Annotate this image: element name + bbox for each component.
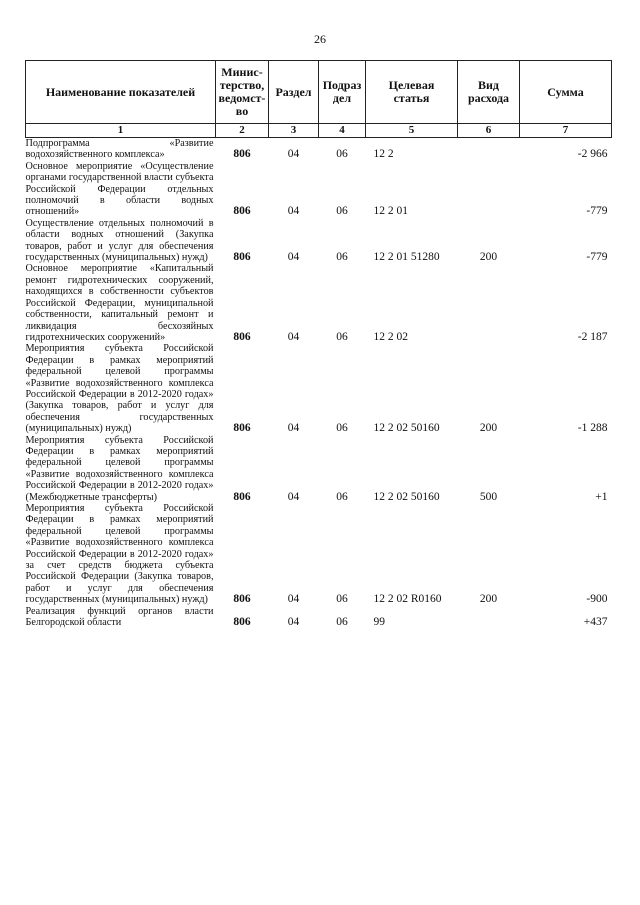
row-kind: 500 <box>479 490 498 503</box>
row-section: 04 <box>287 205 300 218</box>
header-ministry: Минис- терство, ведомст- во <box>216 61 269 124</box>
row-target: 12 2 01 <box>373 205 408 218</box>
row-ministry: 806 <box>233 616 251 629</box>
row-section: 04 <box>287 148 300 161</box>
header-sum: Сумма <box>520 61 612 124</box>
row-subsection: 06 <box>336 205 348 218</box>
row-subsection: 06 <box>336 490 348 503</box>
row-sum: -1 288 <box>577 422 608 435</box>
budget-table <box>25 60 612 628</box>
row-subsection: 06 <box>336 616 348 629</box>
table-row <box>26 435 612 503</box>
row-name: Основное мероприятие «Капитальный ремонт гидротехнических сооружений, находящихся в собственности субъектов Российской Федерации, муниципальной собственности, капитальный ремонт и ликвидация бесхозяйных гидротехнических сооружений» <box>25 263 214 343</box>
header-target: Целевая статья <box>366 61 458 124</box>
row-section: 04 <box>287 616 300 629</box>
row-sum: +1 <box>595 490 608 503</box>
table-row <box>26 606 612 629</box>
row-target: 12 2 02 <box>373 330 408 343</box>
row-ministry: 806 <box>233 330 251 343</box>
table-row <box>26 218 612 264</box>
row-sum: -2 187 <box>577 330 608 343</box>
column-number: 4 <box>319 124 366 138</box>
row-sum: +437 <box>583 616 608 629</box>
column-number: 1 <box>26 124 216 138</box>
row-subsection: 06 <box>336 422 348 435</box>
row-sum: -2 966 <box>577 148 608 161</box>
column-number: 2 <box>216 124 269 138</box>
row-ministry: 806 <box>233 251 251 264</box>
table-row <box>26 161 612 218</box>
row-sum: -779 <box>586 205 608 218</box>
table-header <box>26 61 612 138</box>
header-subsection: Подраз дел <box>319 61 366 124</box>
row-sum: -779 <box>586 251 608 264</box>
row-target: 12 2 02 50160 <box>373 490 440 503</box>
row-ministry: 806 <box>233 205 251 218</box>
row-name: Осуществление отдельных полномочий в области водных отношений (Закупка товаров, работ и услуг для обеспечения государственных (муниципальных) нужд) <box>25 217 214 264</box>
row-target: 12 2 <box>373 148 394 161</box>
row-name: Основное мероприятие «Осуществление органами государственной власти субъекта Российской Федерации отдельных полномочий в области водных отношений» <box>25 160 214 218</box>
row-target: 12 2 02 R0160 <box>373 593 442 606</box>
header-kind: Вид расхода <box>458 61 520 124</box>
row-subsection: 06 <box>336 593 348 606</box>
column-number: 7 <box>520 124 612 138</box>
row-section: 04 <box>287 593 300 606</box>
row-subsection: 06 <box>336 330 348 343</box>
table-row <box>26 138 612 161</box>
row-kind <box>458 138 520 161</box>
column-number: 5 <box>366 124 458 138</box>
row-ministry: 806 <box>233 422 251 435</box>
column-number: 6 <box>458 124 520 138</box>
row-name: Мероприятия субъекта Российской Федерации в рамках мероприятий федеральной целевой программы «Развитие водохозяйственного комплекса Российской Федерации в 2012-2020 годах» за счет средств бюджета субъекта Российской Федерации (Закупка товаров, работ и услуг для обеспечения государственных (муниципальных) нужд) <box>25 503 214 606</box>
row-name: Мероприятия субъекта Российской Федерации в рамках мероприятий федеральной целевой программы «Развитие водохозяйственного комплекса Российской Федерации в 2012-2020 годах» (Межбюджетные трансферты) <box>25 434 214 503</box>
row-target: 12 2 01 51280 <box>373 251 440 264</box>
header-section: Раздел <box>269 61 319 124</box>
row-sum: -900 <box>586 593 608 606</box>
row-subsection: 06 <box>336 148 348 161</box>
column-number: 3 <box>269 124 319 138</box>
table-row <box>26 503 612 606</box>
row-name: Подпрограмма «Развитие водохозяйственного комплекса» <box>25 138 214 161</box>
row-name: Реализация функций органов власти Белгородской области <box>25 605 214 629</box>
table-body <box>26 138 612 629</box>
row-target: 12 2 02 50160 <box>373 422 440 435</box>
header-name: Наименование показателей <box>26 61 216 124</box>
page-number: 26 <box>314 32 326 46</box>
row-target: 99 <box>373 616 385 629</box>
row-section: 04 <box>287 251 300 264</box>
row-kind <box>458 606 520 629</box>
row-section: 04 <box>287 422 300 435</box>
row-kind <box>458 161 520 218</box>
row-name: Мероприятия субъекта Российской Федерации в рамках мероприятий федеральной целевой программы «Развитие водохозяйственного комплекса Российской Федерации в 2012-2020 годах» (Закупка товаров, работ и услуг для обеспечения государственных (муниципальных) нужд) <box>25 343 214 435</box>
row-kind <box>458 263 520 343</box>
row-ministry: 806 <box>233 593 251 606</box>
table-row <box>26 343 612 434</box>
row-subsection: 06 <box>336 251 348 264</box>
row-kind: 200 <box>479 251 498 264</box>
row-kind: 200 <box>479 593 498 606</box>
row-ministry: 806 <box>233 490 251 503</box>
row-ministry: 806 <box>233 148 251 161</box>
row-kind: 200 <box>479 422 498 435</box>
row-section: 04 <box>287 330 300 343</box>
row-section: 04 <box>287 490 300 503</box>
table-row <box>26 263 612 343</box>
